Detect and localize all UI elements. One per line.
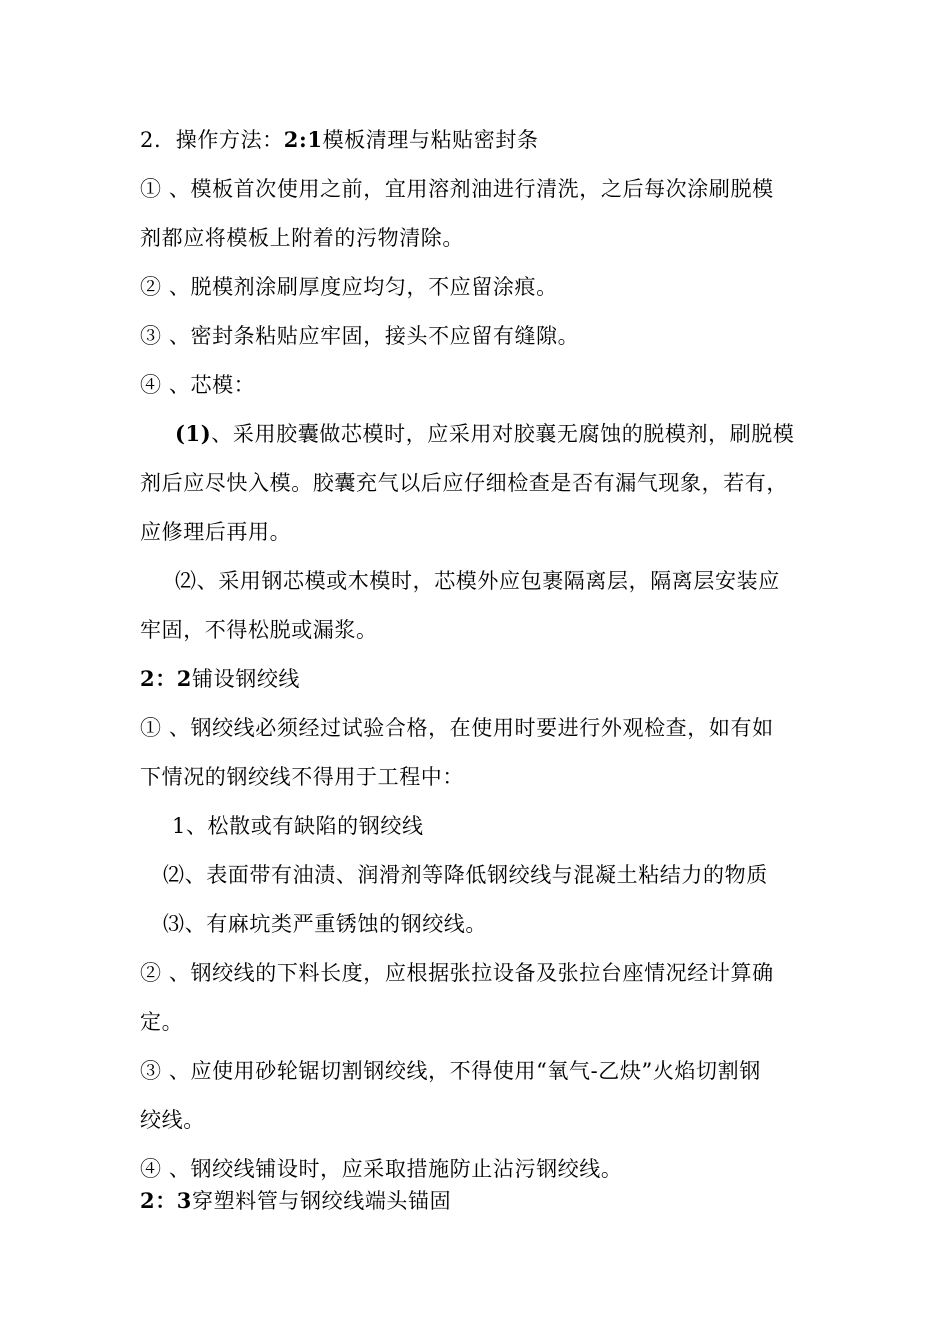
paragraph-line: 剂后应尽快入模。胶囊充气以后应仔细检查是否有漏气现象，若有，: [140, 471, 788, 495]
heading-number: 2：3: [140, 1188, 193, 1213]
heading-number: 2：2: [140, 666, 193, 691]
list-item: 1、松散或有缺陷的钢绞线: [172, 814, 424, 838]
list-item: ⑶、有麻坑类严重锈蚀的钢绞线。: [163, 912, 487, 936]
sub-item-1: [175, 419, 795, 449]
paragraph-line: ③ 、密封条粘贴应牢固，接头不应留有缝隙。: [140, 324, 580, 348]
paragraph-line: ④ 、钢绞线铺设时，应采取措施防止沾污钢绞线。: [140, 1157, 623, 1181]
heading-text: 穿塑料管与钢绞线端头锚固: [192, 1189, 452, 1213]
paragraph-line: ④ 、芯模：: [140, 373, 256, 397]
paragraph-line: ③ 、应使用砂轮锯切割钢绞线，不得使用“氧气-乙炔”火焰切割钢: [140, 1059, 761, 1083]
sub-item-text: 、采用胶囊做芯模时，应采用对胶襄无腐蚀的脱模剂，刷脱模: [211, 422, 795, 446]
section-heading-plastic-pipe: [140, 1186, 451, 1216]
section-heading-lay-strands: [140, 664, 300, 694]
paragraph-line: 绞线。: [140, 1108, 205, 1132]
paragraph-line: ② 、脱模剂涂刷厚度应均匀，不应留涂痕。: [140, 275, 558, 299]
paragraph-line: 下情况的钢绞线不得用于工程中：: [140, 765, 464, 789]
paragraph-line: ① 、模板首次使用之前，宜用溶剂油进行清洗，之后每次涂刷脱模: [140, 177, 774, 201]
heading-number: 2:1: [283, 127, 323, 152]
heading-text: 模板清理与粘贴密封条: [322, 128, 539, 152]
heading-prefix: 2. 操作方法：: [140, 128, 284, 152]
list-item: ⑵、表面带有油渍、润滑剂等降低钢绞线与混凝土粘结力的物质: [163, 863, 768, 887]
sub-item-number: (1): [175, 421, 212, 446]
section-heading-operation-method: [140, 125, 539, 155]
heading-text: 铺设钢绞线: [192, 667, 301, 691]
paragraph-line: 定。: [140, 1010, 184, 1034]
paragraph-line: ② 、钢绞线的下料长度，应根据张拉设备及张拉台座情况经计算确: [140, 961, 774, 985]
paragraph-line: 应修理后再用。: [140, 520, 292, 544]
paragraph-line: 牢固，不得松脱或漏浆。: [140, 618, 378, 642]
sub-item-2: ⑵、采用钢芯模或木模时，芯模外应包裹隔离层，隔离层安装应: [175, 569, 780, 593]
paragraph-line: ① 、钢绞线必须经过试验合格，在使用时要进行外观检查，如有如: [140, 716, 774, 740]
paragraph-line: 剂都应将模板上附着的污物清除。: [140, 226, 464, 250]
